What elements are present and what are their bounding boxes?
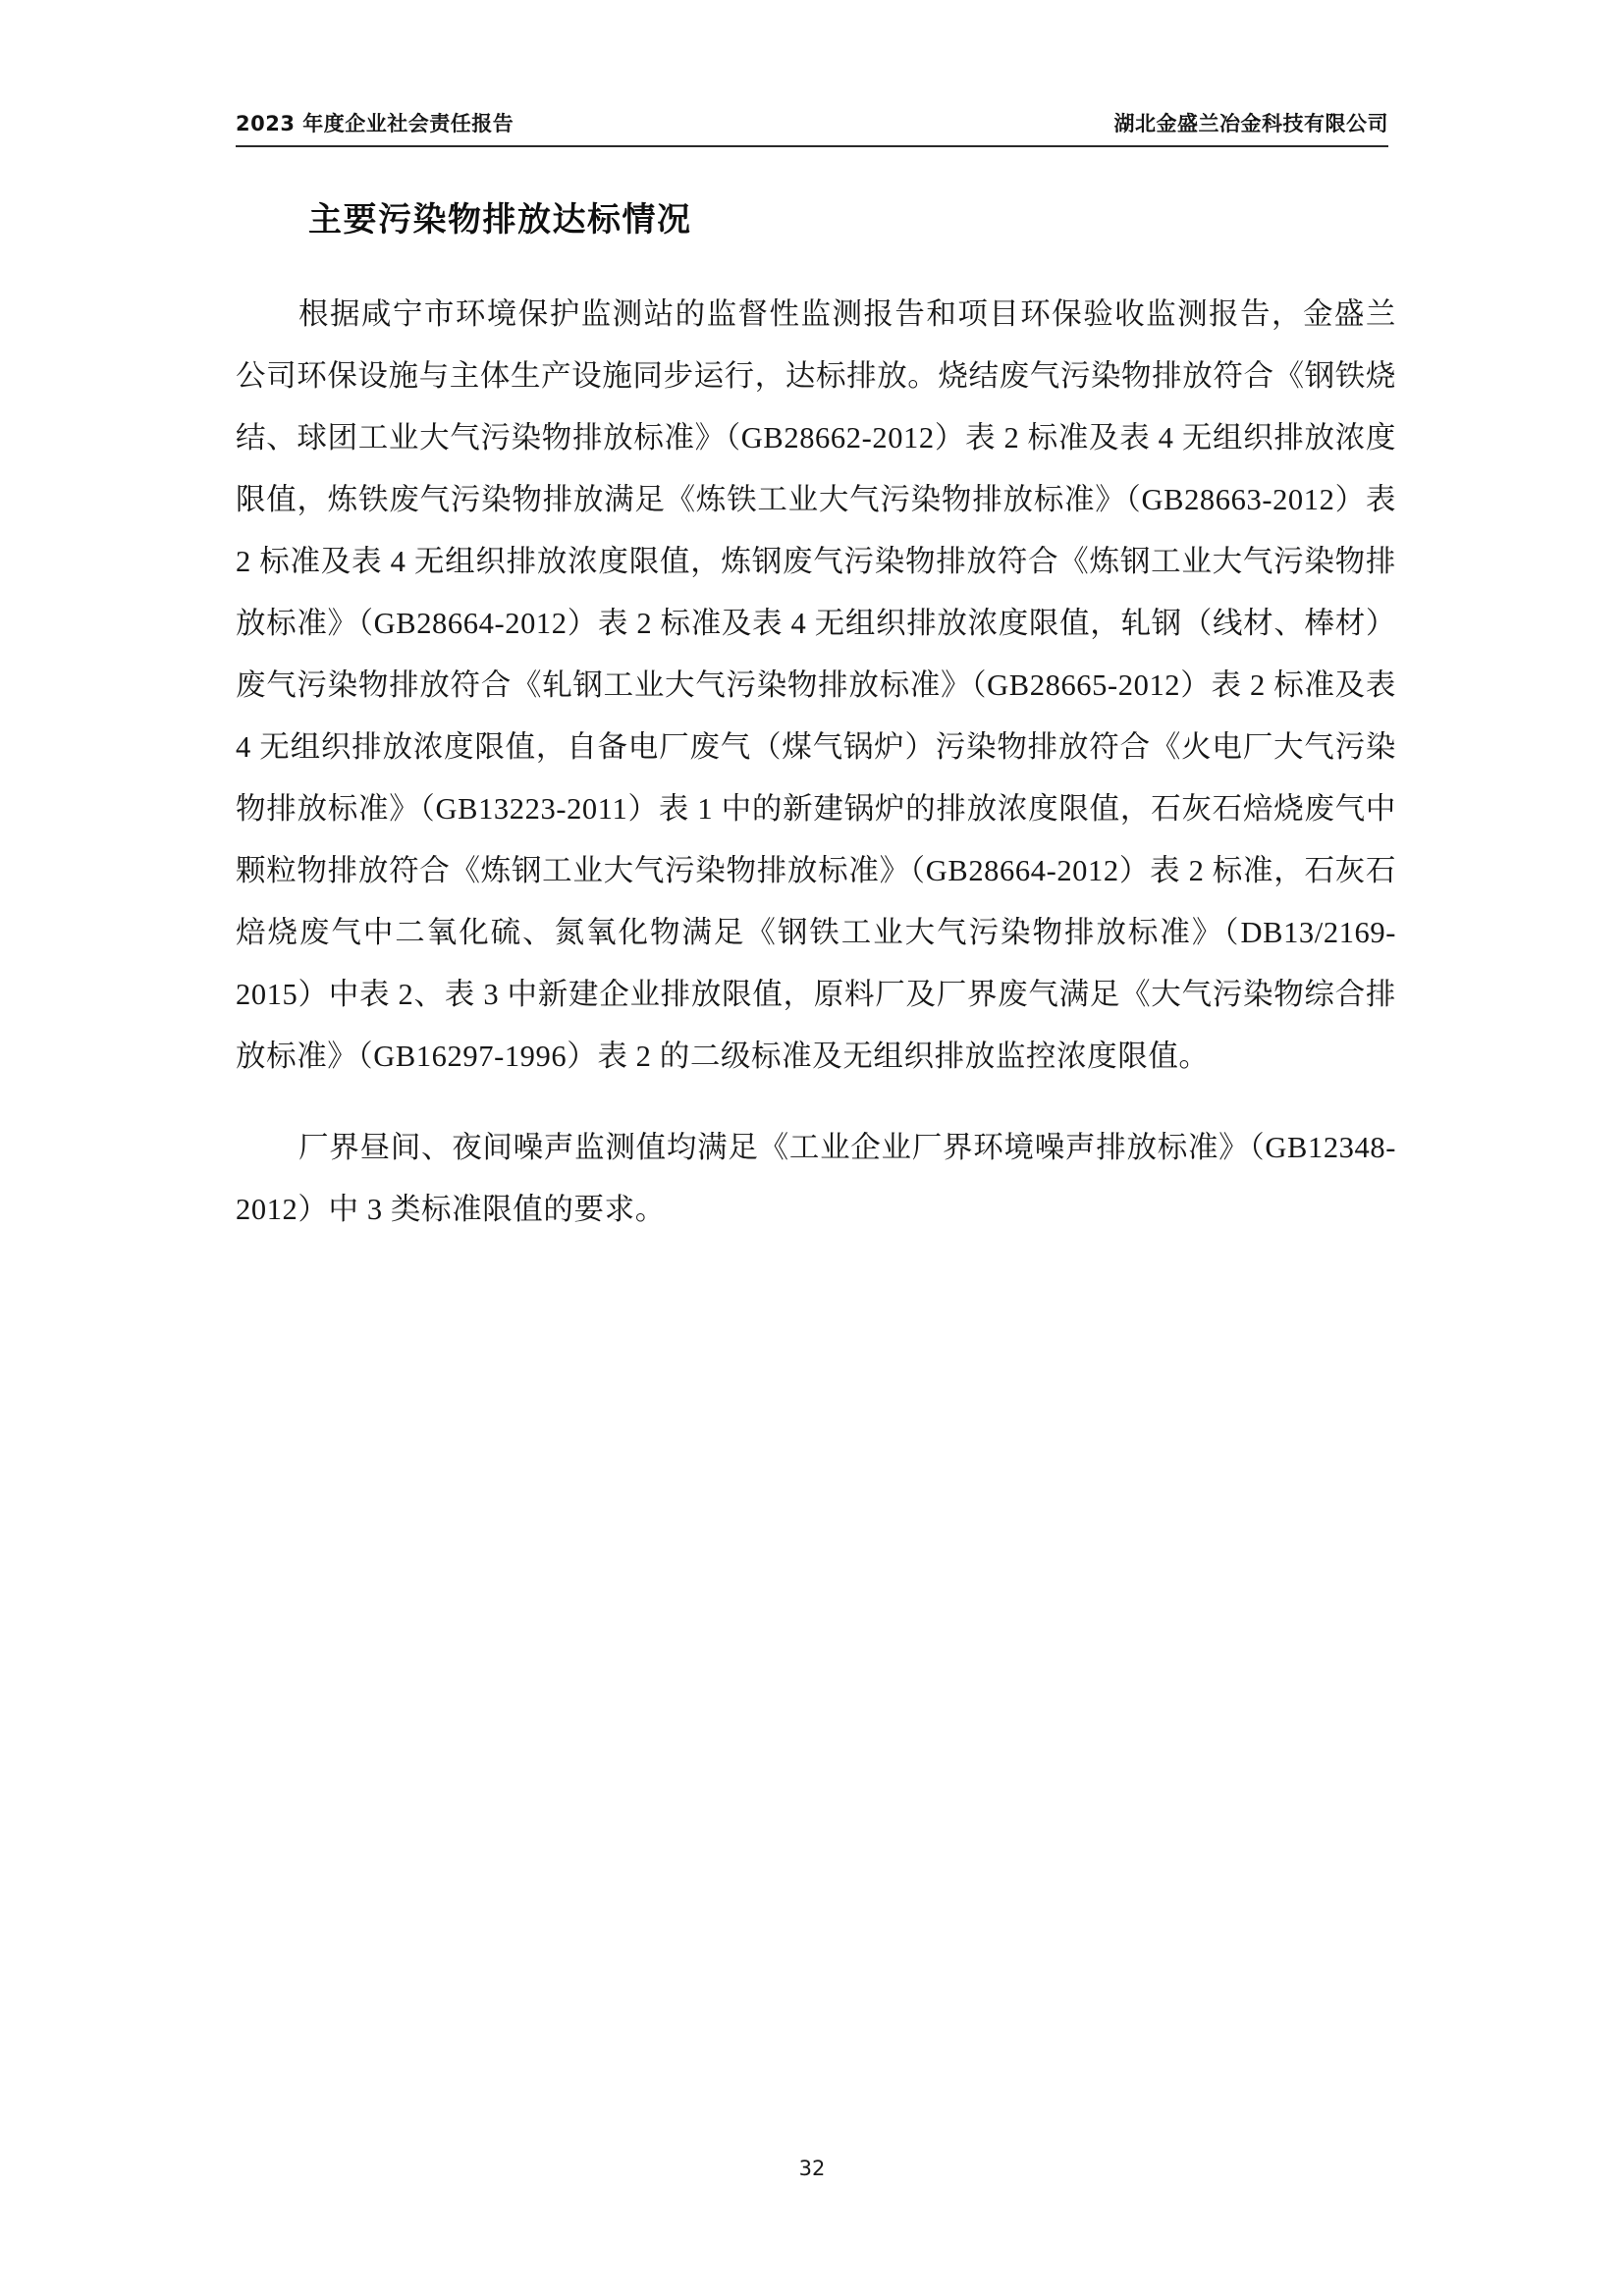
- document-content: [236, 192, 1396, 1249]
- header-company-name: 湖北金盛兰冶金科技有限公司: [1113, 112, 1388, 135]
- body-paragraph-2: 厂界昼间、夜间噪声监测值均满足《工业企业厂界环境噪声排放标准》（GB12348-2012）中 3 类标准限值的要求。: [236, 1131, 1396, 1226]
- page-number: 32: [798, 2157, 826, 2180]
- page-header: [236, 108, 1388, 137]
- header-report-title: 2023 年度企业社会责任报告: [236, 112, 514, 135]
- page-title: 主要污染物排放达标情况: [308, 200, 692, 240]
- header-divider: [236, 145, 1388, 147]
- body-paragraph-1: 根据咸宁市环境保护监测站的监督性监测报告和项目环保验收监测报告，金盛兰公司环保设施与主体生产设施同步运行，达标排放。烧结废气污染物排放符合《钢铁烧结、球团工业大气污染物排放标准》（GB28662-2012）表 2 标准及表 4 无组织排放浓度限值，炼铁废气污染物排放满足《炼铁工业大气污染物排放标准》（GB28663-2012）表 2 标准及表 4 无组织排放浓度限值，炼钢废气污染物排放符合《炼钢工业大气污染物排放标准》（GB28664-2012）表 2 标准及表 4 无组织排放浓度限值，轧钢（线材、棒材）废气污染物排放符合《轧钢工业大气污染物排放标准》（GB28665-2012）表 2 标准及表 4 无组织排放浓度限值，自备电厂废气（煤气锅炉）污染物排放符合《火电厂大气污染物排放标准》（GB13223-2011）表 1 中的新建锅炉的排放浓度限值，石灰石焙烧废气中颗粒物排放符合《炼钢工业大气污染物排放标准》（GB28664-2012）表 2 标准，石灰石焙烧废气中二氧化硫、氮氧化物满足《钢铁工业大气污染物排放标准》（DB13/2169-2015）中表 2、表 3 中新建企业排放限值，原料厂及厂界废气满足《大气污染物综合排放标准》（GB16297-1996）表 2 的二级标准及无组织排放监控浓度限值。: [236, 297, 1396, 1073]
